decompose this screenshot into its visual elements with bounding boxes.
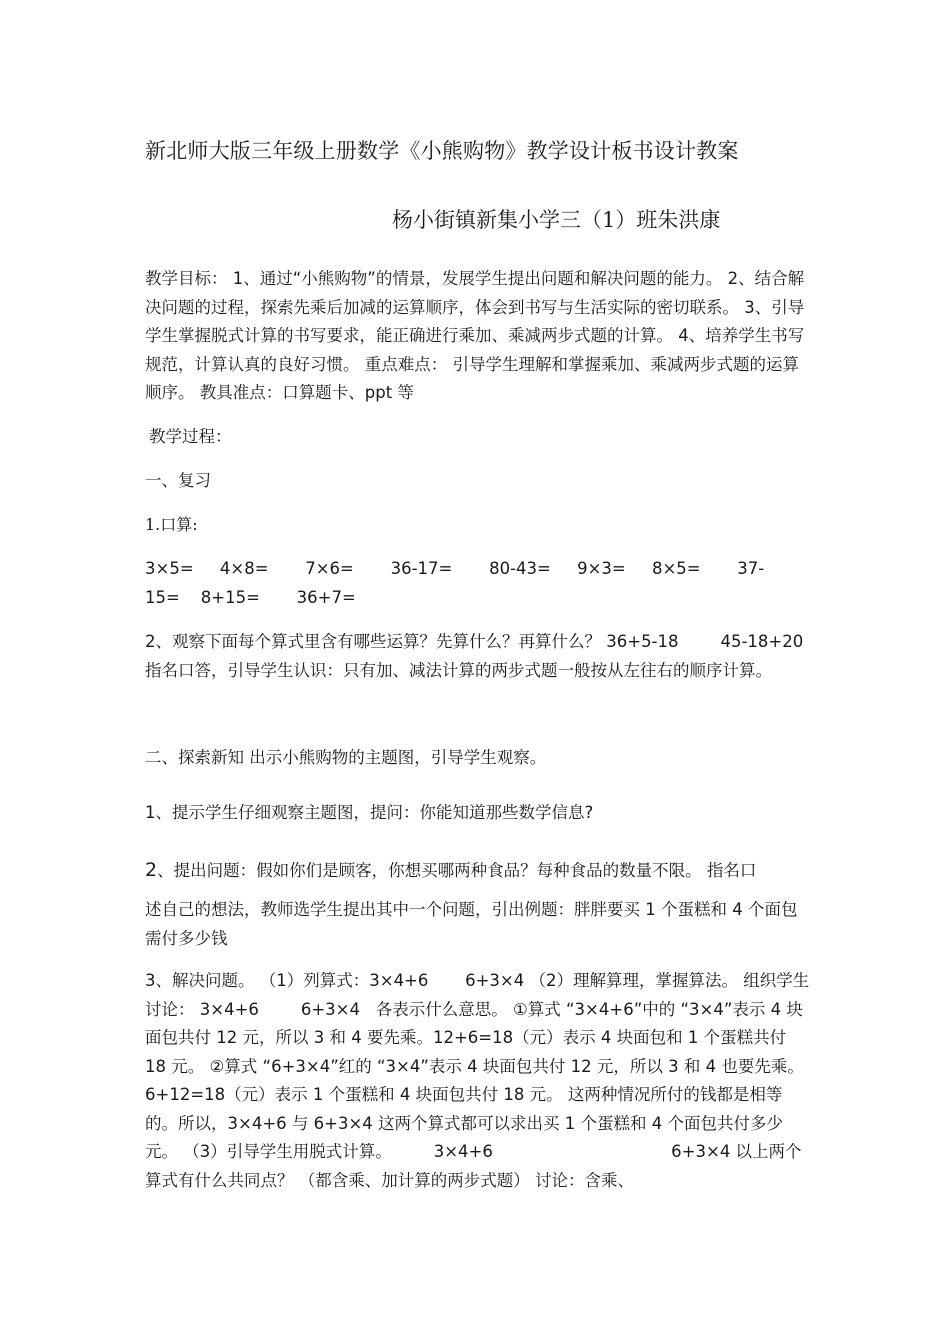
ask-paragraph [145, 856, 810, 886]
process-heading: 教学过程： [149, 427, 232, 446]
observe-paragraph: 2、观察下面每个算式里含有哪些运算？先算什么？再算什么？ 36+5-18 45-18+20 指名口答，引导学生认识：只有加、减法计算的两步式题一般按从左往右的顺序计算。 [145, 632, 804, 680]
oral-calc-problems: 3×5= 4×8= 7×6= 36-17= 80-43= 9×3= 8×5= 37-15= 8+15= 36+7= [145, 559, 765, 607]
ask-continuation: 述自己的想法，教师选学生提出其中一个问题，引出例题：胖胖要买 1 个蛋糕和 4 个面包需付多少钱 [145, 900, 798, 948]
teaching-goals-paragraph: 教学目标： 1、通过“小熊购物”的情景，发展学生提出问题和解决问题的能力。 2、结合解决问题的过程，探索先乘后加减的运算顺序，体会到书写与生活实际的密切联系。 3、引导学生掌握脱式计算的书写要求，能正确进行乘加、乘减两步式题的计算。 4、培养学生书写规范，计算认真的良好习惯。 重点难点： 引导学生理解和掌握乘加、乘减两步式题的运算顺序。 教具准点：口算题卡、ppt 等 [145, 269, 805, 402]
author-line: 杨小街镇新集小学三（1）班朱洪康 [392, 208, 721, 232]
ask-text: 、提出问题：假如你们是顾客，你想买哪两种食品？每种食品的数量不限。 指名口 [157, 861, 757, 880]
explore-heading: 二、探索新知 出示小熊购物的主题图，引导学生观察。 [145, 748, 547, 767]
review-heading: 一、复习 [145, 471, 211, 490]
document-title: 新北师大版三年级上册数学《小熊购物》教学设计板书设计教案 [145, 139, 739, 163]
hint-paragraph: 1、提示学生仔细观察主题图，提问：你能知道那些数学信息? [145, 803, 594, 822]
solve-paragraph: 3、解决问题。 （1）列算式：3×4+6 6+3×4 （2）理解算理，掌握算法。 组织学生讨论： 3×4+6 6+3×4 各表示什么意思。 ①算式 “3×4+6”中的 “3×4”表示 4 块面包共付 12 元，所以 3 和 4 要先乘。12+6=18（元）表示 4 块面包和 1 个蛋糕共付 18 元。 ②算式 “6+3×4”红的 “3×4”表示 4 块面包共付 12 元，所以 3 和 4 也要先乘。6+12=18（元）表示 1 个蛋糕和 4 块面包共付 18 元。 这两种情况所付的钱都是相等的。所以，3×4+6 与 6+3×4 这两个算式都可以求出买 1 个蛋糕和 4 个面包共付多少元。 （3）引导学生用脱式计算。 3×4+6 6+3×4 以上两个算式有什么共同点？ （都含乘、加计算的两步式题） 讨论：含乘、 [145, 971, 810, 1190]
ask-number: 2 [145, 859, 158, 881]
oral-calc-label: 1.口算: [145, 515, 198, 534]
